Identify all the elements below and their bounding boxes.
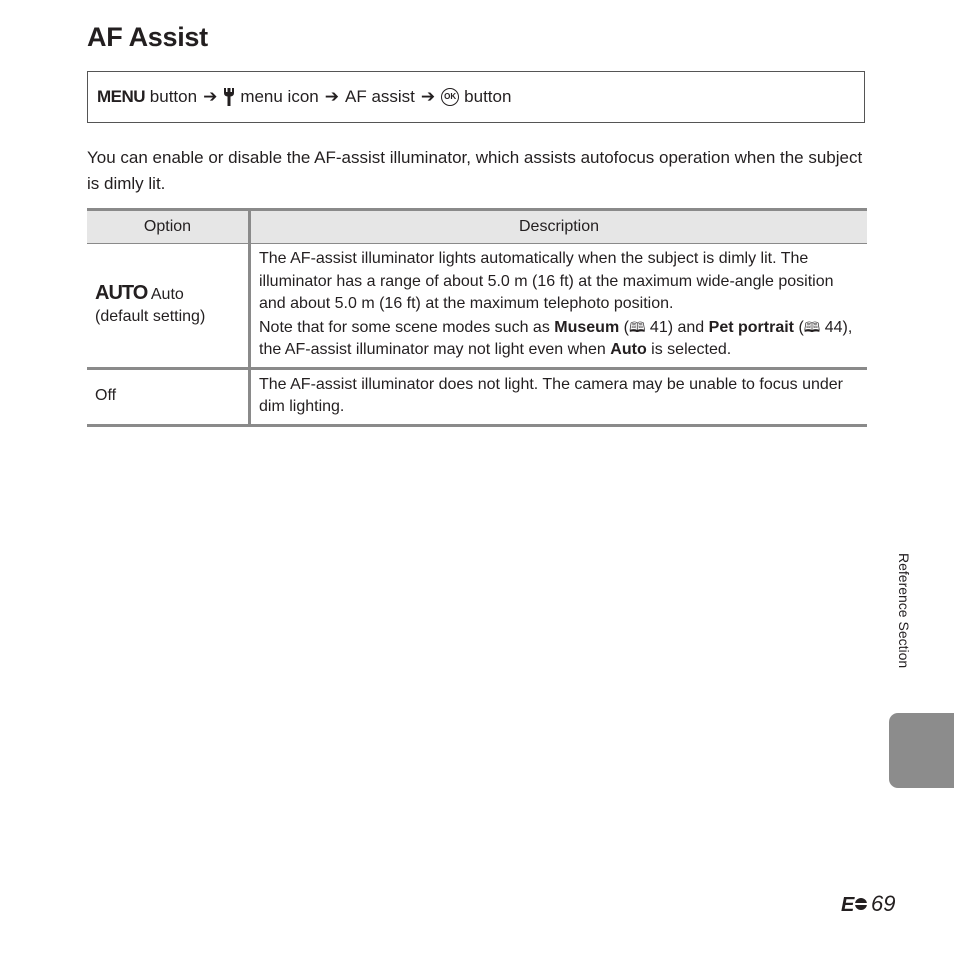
option-cell: [87, 244, 250, 369]
arrow-icon: ➔: [203, 87, 218, 106]
description-text: The AF-assist illuminator lights automatically when the subject is dimly lit. The illuminator has a range of about 5.0 m (16 ft) at the maximum wide-angle position and about 5.0 m (16 ft) at the maximum telephoto position.: [259, 250, 834, 312]
section-tab: [889, 713, 954, 788]
scene-mode-name: Museum: [554, 318, 620, 336]
arrow-icon: ➔: [324, 87, 339, 106]
section-label: Reference Section: [896, 553, 912, 669]
description-cell: The AF-assist illuminator lights automatically when the subject is dimly lit. The illuminator has a range of about 5.0 m (16 ft) at the maximum wide-angle position and about 5.0 m (16 ft) at the maximum telephoto position. Note that for some scene modes such as Museum (🕮 41) and Pet portrait (🕮 44), the AF-assist illuminator may not light even when Auto is selected.: [250, 244, 868, 369]
table-row: [87, 368, 867, 425]
option-cell: [87, 368, 250, 425]
description-text: and: [677, 318, 705, 336]
book-icon: 🕮: [803, 318, 821, 335]
auto-icon: AUTO: [95, 281, 148, 304]
option-label: Auto: [150, 285, 184, 303]
default-setting-note: (default setting): [95, 307, 206, 325]
option-label: Off: [95, 387, 117, 404]
menu-path-text: button: [464, 87, 512, 106]
auto-setting-name: Auto: [610, 341, 647, 358]
options-table: [87, 208, 867, 427]
arrow-icon: ➔: [420, 87, 436, 106]
page-title: AF Assist: [87, 22, 208, 52]
wrench-icon: [223, 88, 235, 106]
intro-paragraph: You can enable or disable the AF-assist illuminator, which assists autofocus operation when the subject is dimly lit.: [87, 148, 863, 193]
description-text: is selected.: [651, 341, 732, 358]
menu-path-text: button: [149, 87, 198, 106]
scene-mode-name: Pet portrait: [708, 318, 794, 336]
description-cell: [250, 368, 868, 425]
page-reference: 44: [824, 318, 843, 336]
book-icon: 🕮: [628, 318, 646, 335]
ok-button-icon: OK: [441, 88, 459, 106]
menu-path-text: menu icon: [240, 87, 319, 106]
description-text: Note that for some scene modes such as: [259, 318, 550, 336]
page-reference: 41: [649, 318, 668, 336]
column-header: Description: [250, 210, 868, 244]
reference-section-icon: [841, 894, 869, 914]
description-text: ), the AF-assist illuminator may not light even when: [259, 318, 853, 358]
table-header-row: [87, 210, 867, 244]
page-number: [841, 891, 895, 917]
table-row: [87, 244, 867, 369]
description-text: The AF-assist illuminator does not light. The camera may be unable to focus under dim lighting.: [259, 375, 844, 415]
menu-path-text: AF assist: [345, 87, 415, 106]
menu-button-icon: MENU: [97, 87, 146, 106]
page-number-value: 69: [871, 891, 896, 916]
menu-path-box: [87, 71, 865, 123]
svg-text:E: E: [841, 894, 855, 914]
column-header: Option: [87, 210, 250, 244]
